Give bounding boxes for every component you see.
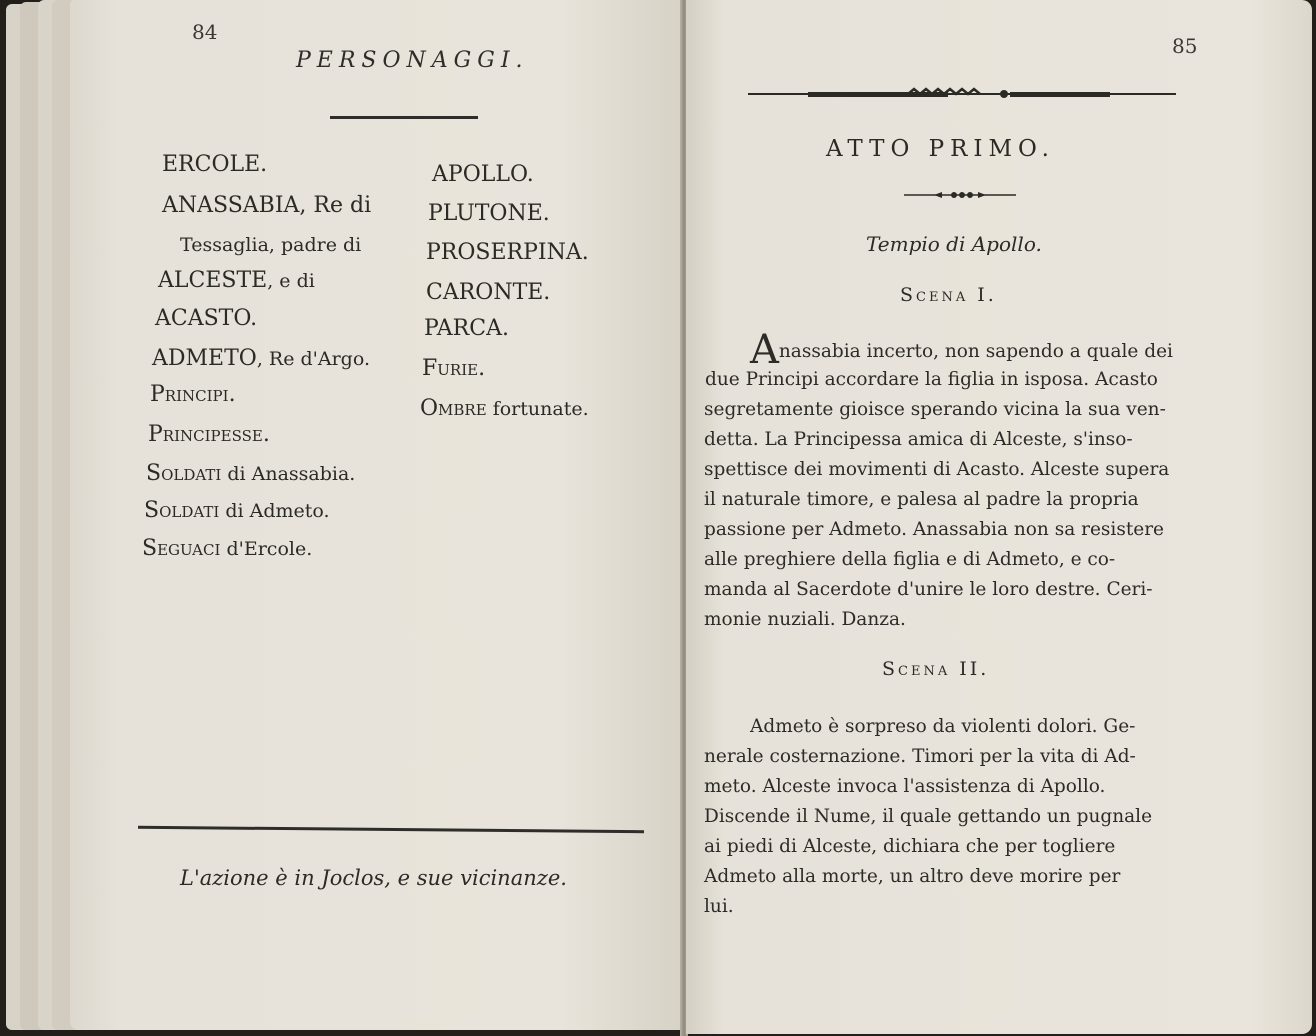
act-title: ATTO PRIMO. — [826, 136, 1055, 162]
character-desc: fortunate. — [486, 398, 589, 420]
character-desc-line: Tessaglia, padre di — [180, 234, 362, 256]
scene-1-line: monie nuziali. Danza. — [704, 609, 906, 630]
character-soldati-anassabia — [146, 461, 355, 486]
location-note: L'azione è in Joclos, e sue vicinanze. — [180, 866, 567, 890]
scene-2-line: nerale costernazione. Timori per la vita di Ad- — [704, 746, 1136, 767]
page-title: PERSONAGGI. — [296, 48, 529, 73]
character-parca: PARCA. — [424, 316, 509, 341]
ornament-rule-icon — [748, 84, 1176, 104]
character-acasto: ACASTO. — [155, 306, 258, 331]
scene-1-line: segretamente gioisce sperando vicina la sua ven- — [704, 399, 1166, 420]
page-number-left: 84 — [192, 20, 218, 44]
character-name: Soldati — [146, 461, 222, 486]
character-name: ALCESTE — [158, 268, 268, 293]
character-principesse: Principesse. — [148, 422, 270, 447]
scene-1-line: due Principi accordare la figlia in isposa. Acasto — [705, 369, 1158, 390]
scene-1-line: spettisce dei movimenti di Acasto. Alceste supera — [704, 459, 1170, 480]
scene-2-heading: Scena II. — [882, 658, 990, 680]
scene-1-heading: Scena I. — [900, 284, 997, 306]
character-desc: di Anassabia. — [221, 463, 356, 485]
character-desc: di Admeto. — [219, 500, 330, 522]
character-principi: Principi. — [150, 382, 236, 407]
character-proserpina: PROSERPINA. — [426, 240, 589, 265]
character-ercole: ERCOLE. — [162, 152, 268, 177]
character-soldati-admeto — [144, 498, 330, 523]
character-caronte: CARONTE. — [426, 280, 551, 305]
character-name: Seguaci — [142, 536, 221, 561]
character-desc: d'Ercole. — [220, 538, 313, 560]
character-furie: Furie. — [422, 356, 486, 381]
character-desc: , Re di — [299, 193, 372, 218]
drop-cap: A — [750, 327, 779, 373]
character-seguaci — [142, 536, 312, 561]
character-name: ANASSABIA — [162, 193, 300, 218]
small-ornament-icon — [904, 188, 1016, 202]
character-admeto — [152, 346, 370, 371]
scene-2-line: Admeto alla morte, un altro deve morire per — [704, 866, 1121, 887]
character-name: ADMETO — [152, 346, 257, 371]
character-plutone: PLUTONE. — [428, 201, 550, 226]
scene-1-line: detta. La Principessa amica di Alceste, s'inso- — [704, 429, 1133, 450]
scene-2-line: Discende il Nume, il quale gettando un pugnale — [704, 806, 1153, 827]
character-anassabia — [162, 193, 371, 218]
scene-2-line: Admeto è sorpreso da violenti dolori. Ge- — [750, 716, 1136, 737]
title-rule — [330, 116, 478, 119]
scene-2-line: lui. — [704, 896, 734, 917]
character-alceste — [158, 268, 315, 293]
setting: Tempio di Apollo. — [866, 232, 1042, 256]
character-apollo: APOLLO. — [432, 162, 534, 187]
character-desc: , Re d'Argo. — [256, 348, 370, 370]
scene-1-line: manda al Sacerdote d'unire le loro destre. Ceri- — [704, 579, 1153, 600]
scene-1-line: alle preghiere della figlia e di Admeto, e co- — [704, 549, 1116, 570]
character-desc: , e di — [267, 270, 315, 292]
page-number-right: 85 — [1172, 34, 1198, 58]
scene-1-line: il naturale timore, e palesa al padre la propria — [704, 489, 1139, 510]
scene-1-line: Anassabia incerto, non sapendo a quale dei — [750, 327, 1173, 373]
scene-1-line: passione per Admeto. Anassabia non sa resistere — [704, 519, 1164, 540]
character-ombre — [420, 396, 589, 421]
scene-2-line: ai piedi di Alceste, dichiara che per togliere — [704, 836, 1116, 857]
character-name: Ombre — [420, 396, 487, 421]
scene-2-line: meto. Alceste invoca l'assistenza di Apollo. — [704, 776, 1106, 797]
character-name: Soldati — [144, 498, 220, 523]
